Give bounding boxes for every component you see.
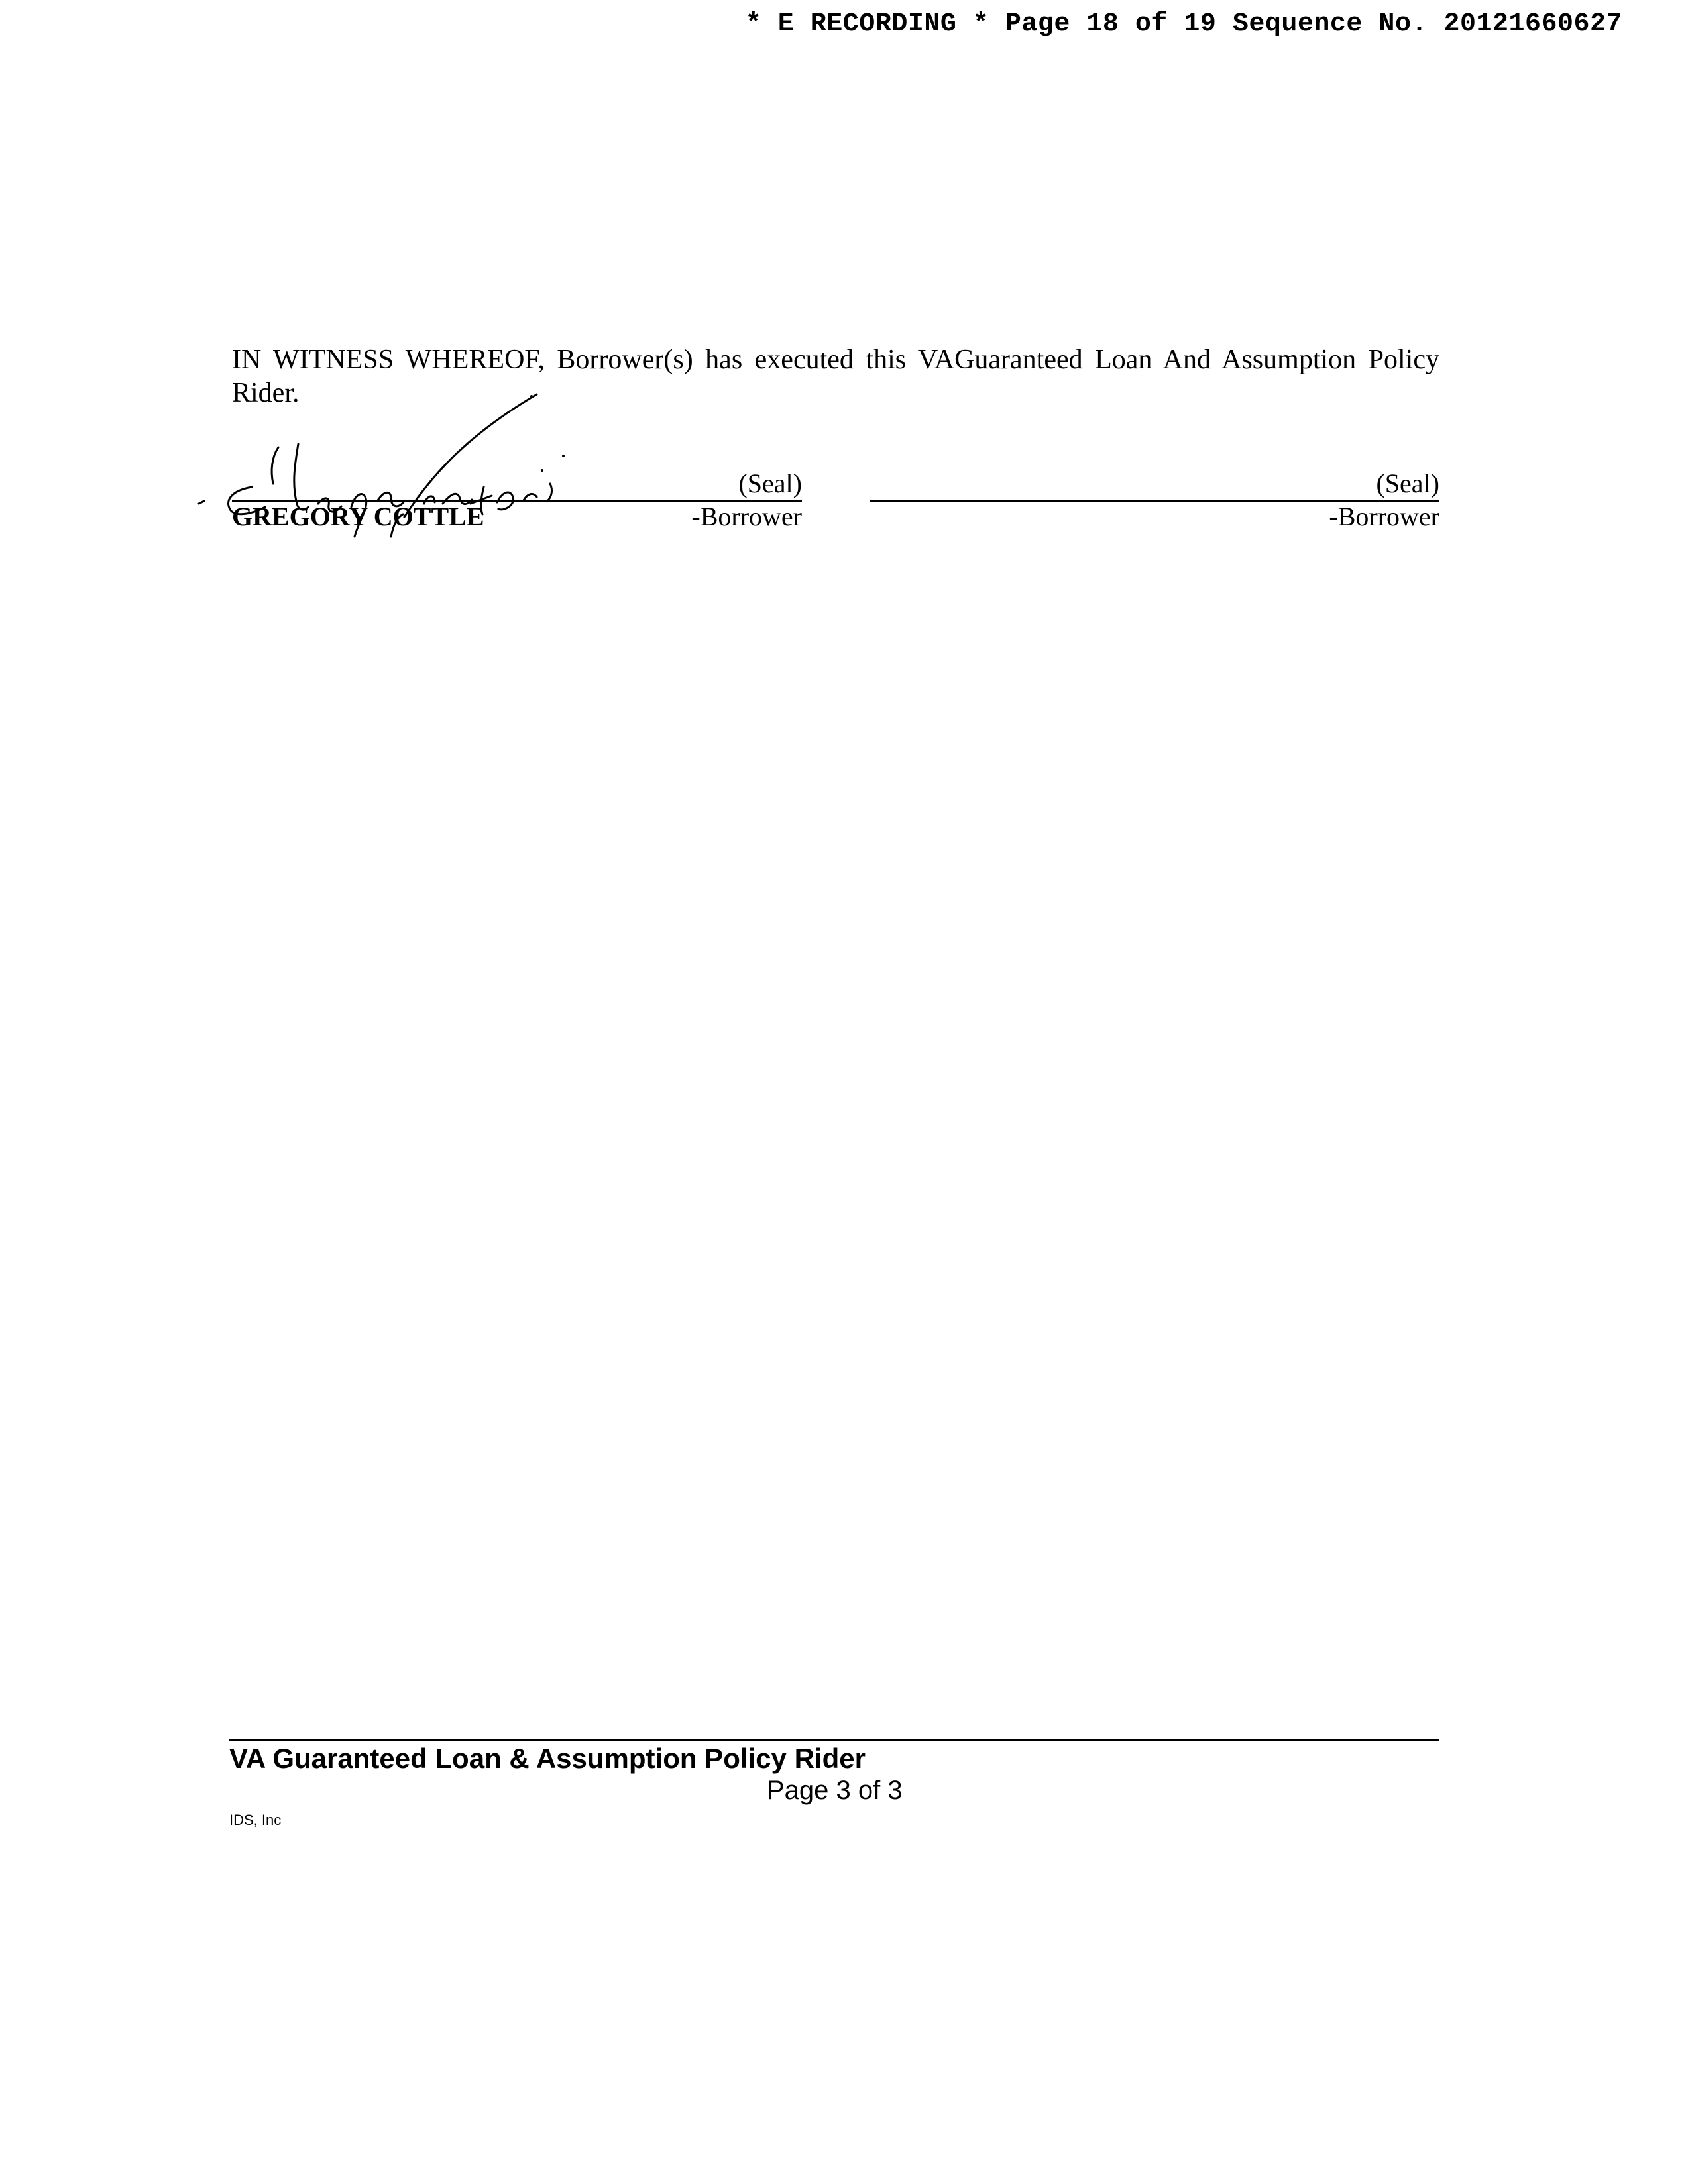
footer-company: IDS, Inc <box>229 1812 282 1828</box>
seal-label: (Seal) <box>738 468 802 498</box>
seal-label: (Seal) <box>1376 468 1439 498</box>
footer-title: VA Guaranteed Loan & Assumption Policy Rider <box>229 1743 866 1774</box>
witness-clause: IN WITNESS WHEREOF, Borrower(s) has executed this VAGuaranteed Loan And Assumption Policy Rider. <box>232 345 1439 408</box>
footer-page-number: Page 3 of 3 <box>767 1776 903 1805</box>
borrower-role: -Borrower <box>691 502 802 531</box>
co-borrower-signature-block <box>870 464 1439 543</box>
recording-header: * E RECORDING * Page 18 of 19 Sequence No. 20121660627 <box>745 9 1622 39</box>
co-borrower-role: -Borrower <box>1329 502 1439 531</box>
borrower-signature-block <box>232 464 802 543</box>
borrower-name: GREGORY COTTLE <box>232 502 484 531</box>
footer-divider <box>229 1739 1439 1741</box>
